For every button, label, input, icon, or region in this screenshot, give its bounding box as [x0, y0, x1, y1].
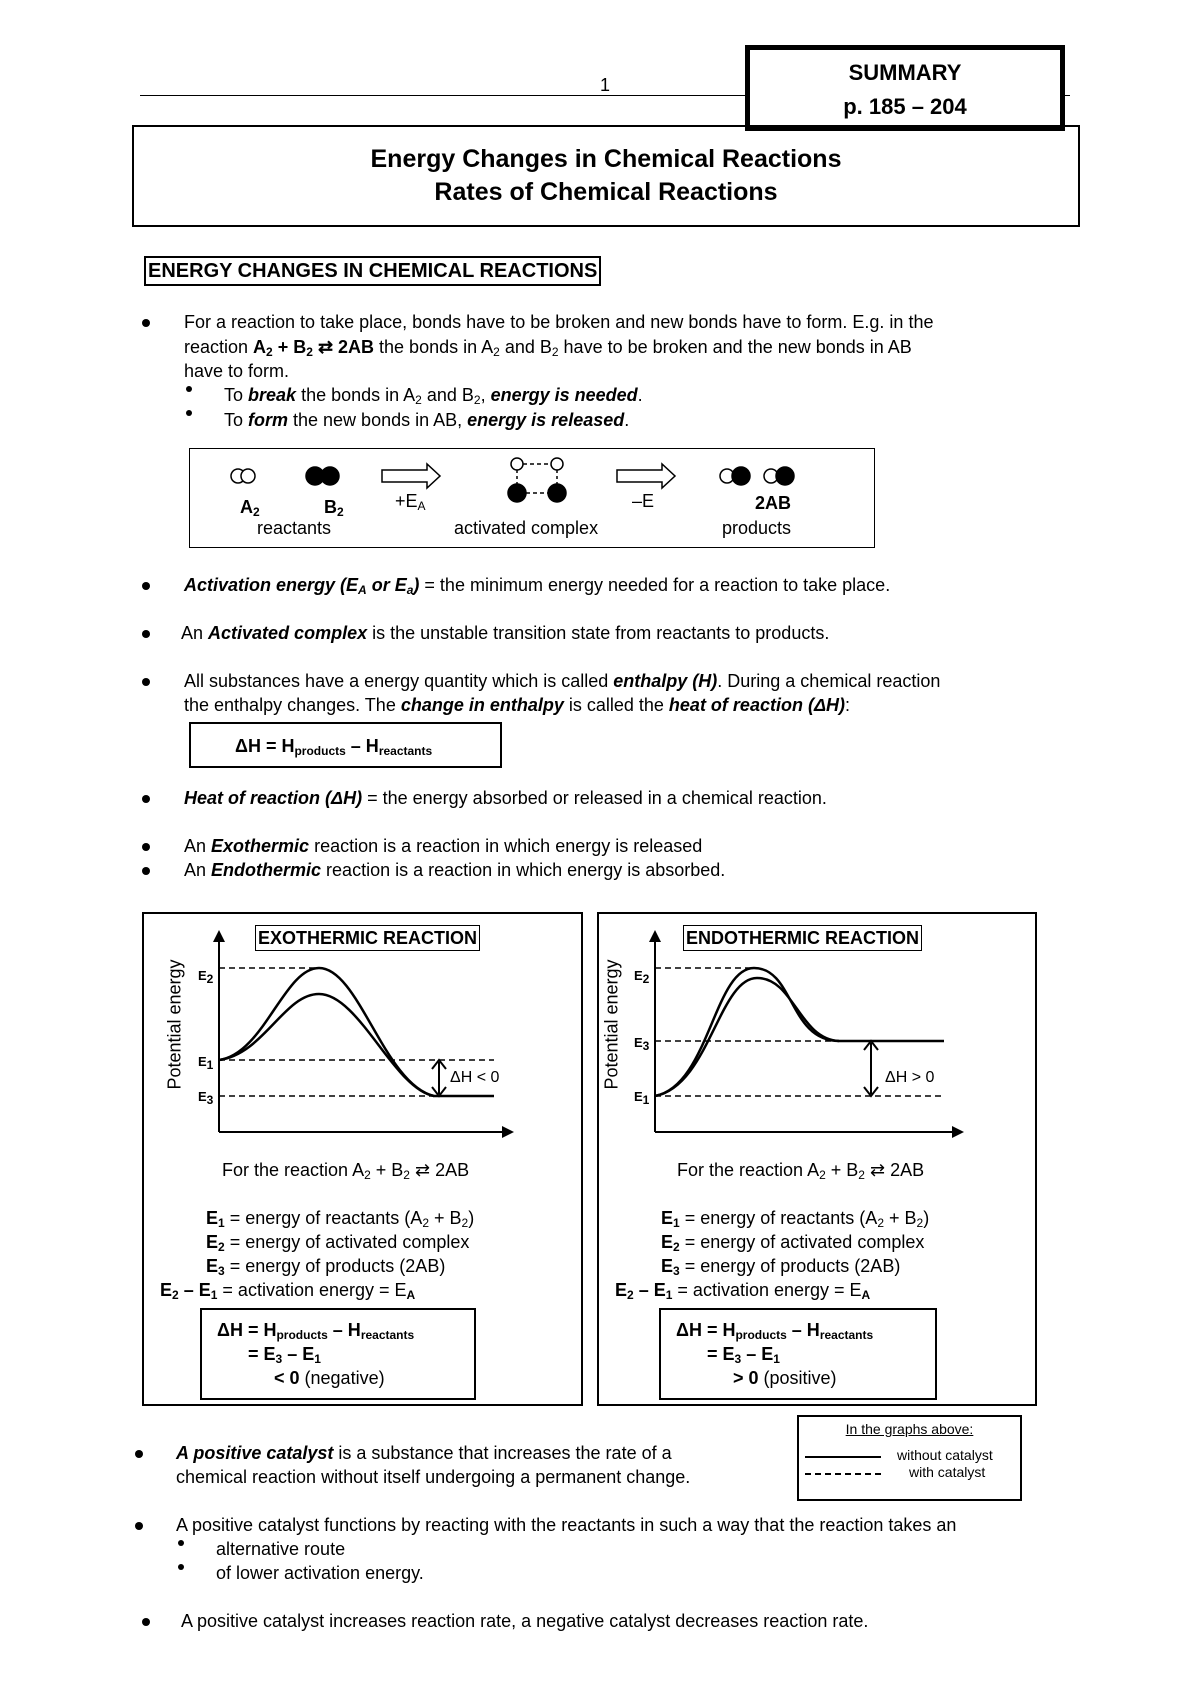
legend-solid-line — [805, 1456, 881, 1458]
bullet-icon — [142, 867, 150, 875]
intro-line-3: have to form. — [184, 361, 290, 381]
catalyst-alt-route: alternative route — [216, 1539, 346, 1559]
legend-heading: In the graphs above: — [845, 1421, 974, 1437]
enthalpy-def-1: All substances have a energy quantity which is called enthalpy (H). During a chemical reaction — [184, 671, 941, 691]
bullet-icon — [142, 630, 150, 638]
exo-box-line-1: $\Delta H = H_{products} - H_{reactants}$ — [217, 1320, 415, 1342]
b-atom-icon — [508, 484, 526, 502]
bullet-icon — [142, 678, 150, 686]
summary-label: SUMMARY — [848, 60, 962, 85]
b-atom-icon — [548, 484, 566, 502]
title-line-2: Rates of Chemical Reactions — [434, 178, 778, 206]
reactants-label: reactants — [257, 518, 332, 538]
legend-box — [797, 1415, 1022, 1501]
summary-box — [745, 45, 1065, 131]
endo-e1-label: $E_1$ — [634, 1089, 650, 1107]
sub-bullet-icon — [186, 386, 192, 392]
molecule-diagram — [189, 448, 875, 548]
endothermic-def: An Endothermic reaction is a reaction in which energy is absorbed. — [184, 860, 726, 880]
endo-e3-label: $E_3$ — [634, 1035, 650, 1053]
exo-y-axis-label: Potential energy — [164, 959, 185, 1090]
legend-dashdot-line — [805, 1473, 881, 1475]
endo-e2-label: $E_2$ — [634, 968, 650, 986]
endo-dh-label: ΔH > 0 — [885, 1069, 935, 1086]
intro-form: To form the new bonds in AB, energy is released. — [224, 410, 630, 430]
endo-title: ENDOTHERMIC REACTION — [683, 925, 922, 951]
minus-e-label: –E — [632, 491, 655, 511]
title-line-1: Energy Changes in Chemical Reactions — [370, 145, 842, 173]
exo-title: EXOTHERMIC REACTION — [255, 925, 480, 951]
bullet-icon — [142, 843, 150, 851]
a-atom-icon — [241, 469, 255, 483]
endo-box-line-1: $\Delta H = H_{products} - H_{reactants}$ — [676, 1320, 874, 1342]
catalyst-function: A positive catalyst functions by reacting with the reactants in such a way that the reaction takes an — [176, 1515, 957, 1535]
x-axis-arrow-icon — [952, 1126, 964, 1138]
intro-line-1: For a reaction to take place, bonds have to be broken and new bonds have to form. E.g. in the — [184, 312, 934, 332]
heat-of-reaction-def: Heat of reaction (ΔH) = the energy absorbed or released in a chemical reaction. — [184, 788, 827, 808]
endo-y-axis-label: Potential energy — [601, 959, 622, 1090]
catalysed-curve — [655, 978, 839, 1096]
endothermic-panel — [597, 912, 1037, 1406]
activated-complex-def: An Activated complex is the unstable transition state from reactants to products. — [181, 623, 830, 643]
activation-energy-def: Activation energy ($E_A$ or $E_a$) = the minimum energy needed for a reaction to take place. — [184, 575, 891, 597]
exothermic-def: An Exothermic reaction is a reaction in which energy is released — [184, 836, 703, 856]
title-box — [132, 125, 1080, 227]
exo-dh-label: ΔH < 0 — [450, 1069, 500, 1086]
endo-def-4: $E_2 - E_1$ = activation energy = $E_A$ — [615, 1280, 871, 1302]
exo-def-4: $E_2 - E_1$ = activation energy = $E_A$ — [160, 1280, 416, 1302]
intro-line-2: reaction $A_2 + B_2$ ⇄ 2AB the bonds in $A_2$ and $B_2$ have to be broken and the new bonds in AB — [184, 337, 912, 359]
endo-box-line-3: > 0 (positive) — [733, 1368, 837, 1388]
a-atom-icon — [551, 458, 563, 470]
sub-bullet-icon — [186, 410, 192, 416]
legend-without: without catalyst — [897, 1447, 993, 1463]
exo-box-line-2: = $E_3 - E_1$ — [248, 1344, 321, 1366]
bullet-icon — [135, 1522, 143, 1530]
enthalpy-formula-box — [189, 722, 502, 768]
b-atom-icon — [321, 467, 339, 485]
exo-reaction-caption: For the reaction $A_2 + B_2$ ⇄ 2AB — [222, 1160, 470, 1182]
bullet-icon — [142, 795, 150, 803]
arrow-right-icon — [382, 464, 440, 488]
x-axis-arrow-icon — [502, 1126, 514, 1138]
products-label: products — [722, 518, 792, 538]
exo-def-2: $E_2$ = energy of activated complex — [206, 1232, 470, 1254]
exothermic-panel — [142, 912, 583, 1406]
sub-bullet-icon — [178, 1540, 184, 1546]
b-atom-icon — [776, 467, 794, 485]
activated-complex-label: activated complex — [454, 518, 599, 538]
catalyst-def-2: chemical reaction without itself undergoing a permanent change. — [176, 1467, 691, 1487]
page-number: 1 — [600, 75, 611, 95]
exo-delta-h-box — [200, 1308, 476, 1400]
2ab-label: 2AB — [755, 493, 792, 513]
exo-e2-label: $E_2$ — [198, 968, 214, 986]
endo-delta-h-box — [659, 1308, 937, 1400]
exo-def-1: $E_1$ = energy of reactants $(A_2 + B_2)$ — [206, 1208, 475, 1230]
bullet-icon — [142, 582, 150, 590]
b-atom-icon — [732, 467, 750, 485]
exo-e1-label: $E_1$ — [198, 1054, 214, 1072]
endo-def-1: $E_1$ = energy of reactants $(A_2 + B_2)$ — [661, 1208, 930, 1230]
exo-def-3: $E_3$ = energy of products (2AB) — [206, 1256, 446, 1278]
plus-ea-label: $+E_A$ — [395, 491, 426, 513]
exo-e3-label: $E_3$ — [198, 1089, 214, 1107]
bullet-icon — [142, 319, 150, 327]
catalyst-lower-ea: of lower activation energy. — [216, 1563, 424, 1583]
section-heading: ENERGY CHANGES IN CHEMICAL REACTIONS — [144, 256, 601, 286]
endo-box-line-2: = $E_3 - E_1$ — [707, 1344, 780, 1366]
legend-with: with catalyst — [909, 1464, 986, 1480]
bullet-icon — [135, 1450, 143, 1458]
catalysed-curve — [219, 994, 434, 1096]
y-axis-arrow-icon — [649, 930, 661, 942]
sub-bullet-icon — [178, 1564, 184, 1570]
exo-box-line-3: < 0 (negative) — [274, 1368, 385, 1388]
arrow-right-icon — [617, 464, 675, 488]
endo-def-2: $E_2$ = energy of activated complex — [661, 1232, 925, 1254]
bullet-icon — [142, 1618, 150, 1626]
catalyst-def-1: A positive catalyst is a substance that increases the rate of a — [176, 1443, 672, 1463]
endo-reaction-caption: For the reaction $A_2 + B_2$ ⇄ 2AB — [677, 1160, 925, 1182]
endo-def-3: $E_3$ = energy of products (2AB) — [661, 1256, 901, 1278]
y-axis-arrow-icon — [213, 930, 225, 942]
a-atom-icon — [511, 458, 523, 470]
enthalpy-def-2: the enthalpy changes. The change in enthalpy is called the heat of reaction (ΔH): — [184, 695, 851, 715]
intro-break: To break the bonds in $A_2$ and $B_2$, energy is needed. — [224, 385, 643, 407]
b2-label: $B_2$ — [324, 497, 344, 519]
catalyst-rate: A positive catalyst increases reaction rate, a negative catalyst decreases reaction rate. — [181, 1611, 869, 1631]
pages-label: p. 185 – 204 — [843, 94, 967, 119]
enthalpy-formula: $\Delta H = H_{products} - H_{reactants}$ — [235, 736, 433, 758]
a2-label: $A_2$ — [240, 497, 260, 519]
